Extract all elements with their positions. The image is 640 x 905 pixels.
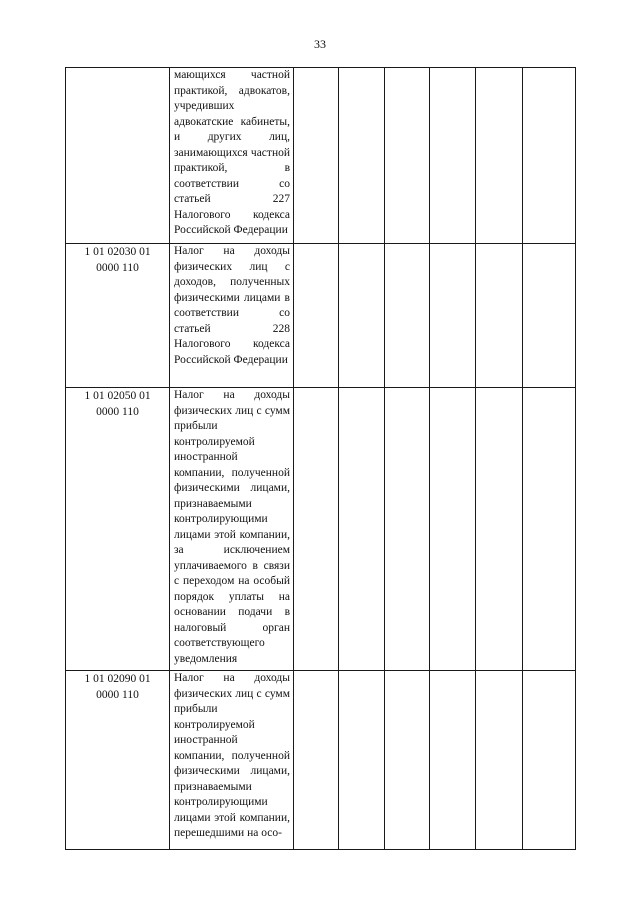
value-cell [476,244,523,388]
value-cell [385,671,430,850]
code-cell [66,388,170,671]
table-row [66,671,576,850]
income-name: Налог на доходы физических лиц с сумм прибыли контролируемой иностранной компании, полученной физическими лицами, признаваемыми контролирующими лицами этой компании, за исключением уплачиваемого в связи с переходом на особый порядок уплаты на основании подачи в налоговый орган соответствующего уведомления [174,389,290,665]
code-line: 0000 110 [96,405,139,418]
value-cell [339,388,385,671]
code-line: 1 01 02050 01 [84,390,151,402]
income-name: Налог на доходы физических лиц с доходов, полученных физическими лицами в соответствии со статьей 228 Налогового кодекса Российской Федерации [174,245,290,366]
value-cell [430,671,476,850]
value-cell [476,388,523,671]
name-cell [170,671,294,850]
value-cell [523,671,576,850]
value-cell [476,68,523,244]
value-cell [476,671,523,850]
value-cell [294,388,339,671]
value-cell [523,244,576,388]
table-row [66,244,576,388]
value-cell [339,68,385,244]
budget-classification-table [65,67,576,850]
table-row [66,68,576,244]
value-cell [385,388,430,671]
value-cell [294,68,339,244]
income-name: мающихся частной практикой, адвокатов, учредивших адвокатские кабинеты, и других лиц, занимающихся частной практикой, в соответствии со статьей 227 Налогового кодекса Российской Федерации [174,69,290,236]
table-row [66,388,576,671]
value-cell [523,68,576,244]
value-cell [430,68,476,244]
value-cell [294,244,339,388]
name-cell [170,68,294,244]
code-line: 0000 110 [96,261,139,274]
name-cell [170,244,294,388]
code-cell [66,68,170,244]
income-name: Налог на доходы физических лиц с сумм прибыли контролируемой иностранной компании, полученной физическими лицами, признаваемыми контролирующими лицами этой компании, перешедшими на осо- [174,672,290,839]
value-cell [430,244,476,388]
code-line: 0000 110 [96,688,139,701]
value-cell [339,671,385,850]
value-cell [294,671,339,850]
code-line: 1 01 02030 01 [84,246,151,258]
value-cell [523,388,576,671]
code-line: 1 01 02090 01 [84,673,151,685]
code-cell [66,244,170,388]
name-cell [170,388,294,671]
value-cell [339,244,385,388]
value-cell [385,244,430,388]
page-number: 33 [314,37,326,51]
code-cell [66,671,170,850]
value-cell [385,68,430,244]
value-cell [430,388,476,671]
